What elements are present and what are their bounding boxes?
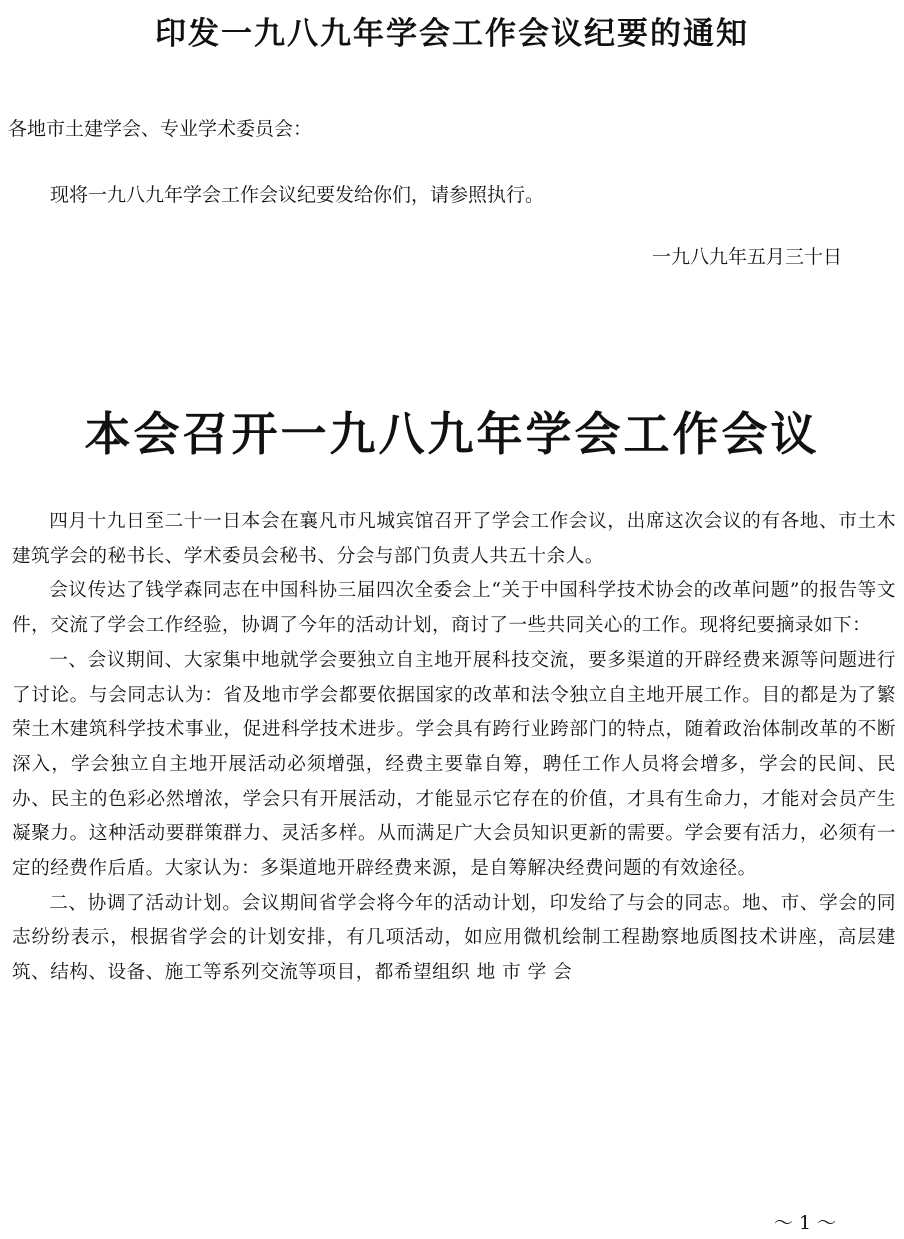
article-paragraph: 一、会议期间、大家集中地就学会要独立自主地开展科技交流，要多渠道的开辟经费来源等问题进行了讨论。与会同志认为：省及地市学会都要依据国家的改革和法令独立自主地开展工作。目的都是为了繁荣土木建筑科学技术事业，促进科学技术进步。学会具有跨行业跨部门的特点，随着政治体制改革的不断深入，学会独立自主地开展活动必须增强，经费主要靠自筹，聘任工作人员将会增多，学会的民间、民办、民主的色彩必然增浓，学会只有开展活动，才能显示它存在的价值，才具有生命力，才能对会员产生凝聚力。这种活动要群策群力、灵活多样。从而满足广大会员知识更新的需要。学会要有活力，必须有一定的经费作后盾。大家认为：多渠道地开辟经费来源，是自筹解决经费问题的有效途径。 [12, 649, 896, 880]
article-paragraph: 会议传达了钱学森同志在中国科协三届四次全委会上“关于中国科学技术协会的改革问题”的报告等文件，交流了学会工作经验，协调了今年的活动计划，商讨了一些共同关心的工作。现将纪要摘录如下： [12, 580, 896, 637]
page-number: ～ 1 ～ [774, 1212, 837, 1234]
notice-salutation: 各地市土建学会、专业学术委员会： [8, 118, 313, 140]
article-title: 本会召开一九八九年学会工作会议 [84, 407, 820, 461]
article-body [12, 505, 896, 991]
article-paragraph: 二、协调了活动计划。会议期间省学会将今年的活动计划，印发给了与会的同志。地、市、学会的同志纷纷表示，根据省学会的计划安排，有几项活动，如应用微机绘制工程勘察地质图技术讲座，高层建筑、结构、设备、施工等系列交流等项目，都希望组织 地 市 学 会 [12, 892, 896, 984]
notice-date: 一九八九年五月三十日 [651, 246, 842, 268]
notice-title: 印发一九八九年学会工作会议纪要的通知 [155, 16, 749, 52]
article-paragraph: 四月十九日至二十一日本会在襄凡市凡城宾馆召开了学会工作会议，出席这次会议的有各地、市土木建筑学会的秘书长、学术委员会秘书、分会与部门负责人共五十余人。 [12, 511, 896, 567]
notice-body: 现将一九八九年学会工作会议纪要发给你们，请参照执行。 [50, 184, 545, 206]
